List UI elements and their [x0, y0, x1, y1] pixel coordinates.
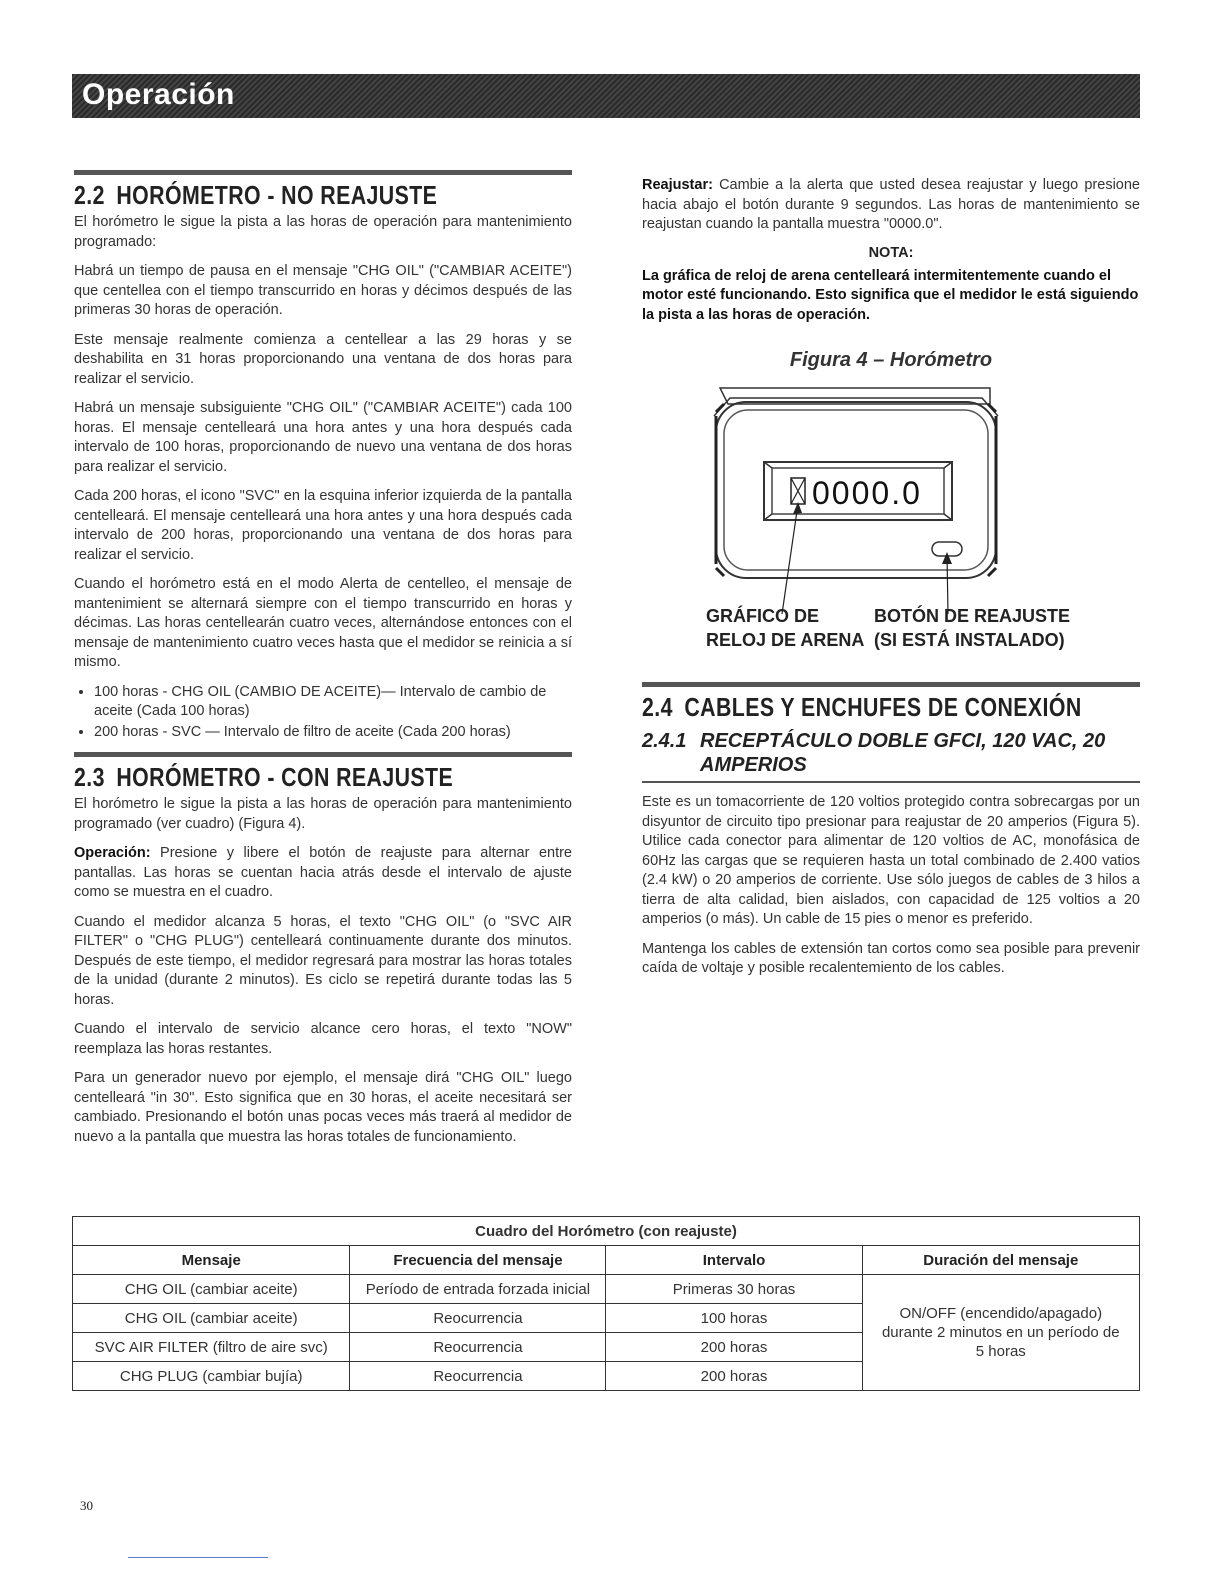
- table-cell: Reocurrencia: [350, 1333, 606, 1362]
- table-header-cell: Mensaje: [73, 1246, 350, 1275]
- right-column: [642, 176, 1140, 989]
- table-cell: Reocurrencia: [350, 1362, 606, 1391]
- table-cell: Reocurrencia: [350, 1304, 606, 1333]
- reset-text: Cambie a la alerta que usted desea reajustar y luego presione hacia abajo el botón durante 9 segundos. Las horas de mantenimiento se reajustan cuando la pantalla muestra "0000.0".: [642, 177, 1140, 232]
- paragraph: Cada 200 horas, el icono "SVC" en la esquina inferior izquierda de la pantalla centelleará. El mensaje centelleará una hora antes y una hora después cada intervalo de 200 horas, proporcionando una ventana de dos horas para realizar el servicio.: [74, 488, 572, 563]
- section-divider: [74, 752, 572, 757]
- section-heading-2-3: [74, 761, 482, 793]
- list-item: • 100 horas - CHG OIL (CAMBIO DE ACEITE)— Intervalo de cambio de aceite (Cada 100 horas): [94, 683, 572, 722]
- paragraph: Habrá un tiempo de pausa en el mensaje "CHG OIL" ("CAMBIAR ACEITE") que centellea con el tiempo transcurrido en horas y décimos después de las primeras 30 horas de operación.: [74, 263, 572, 318]
- paragraph: El horómetro le sigue la pista a las horas de operación para mantenimiento programado:: [74, 214, 572, 250]
- section-banner: [72, 74, 1140, 118]
- table-caption: Cuadro del Horómetro (con reajuste): [73, 1217, 1140, 1246]
- table-header-cell: Intervalo: [606, 1246, 862, 1275]
- subsection-title: RECEPTÁCULO DOBLE GFCI, 120 VAC, 20: [700, 730, 1106, 752]
- hourglass-label-line: RELOJ DE ARENA: [706, 630, 865, 650]
- table-cell: CHG OIL (cambiar aceite): [73, 1275, 350, 1304]
- hour-meter-figure: [642, 386, 1140, 650]
- figure-title: Figura 4 – Horómetro: [789, 349, 993, 371]
- hourglass-label: [706, 604, 864, 652]
- paragraph: Habrá un mensaje subsiguiente "CHG OIL" ("CAMBIAR ACEITE") cada 100 horas. El mensaje centelleará una hora antes y una hora después cada intervalo de 100 horas, proporcionando de nuevo una ventana de dos horas para realizar el servicio.: [74, 400, 572, 475]
- table-cell: CHG PLUG (cambiar bujía): [73, 1362, 350, 1391]
- subsection-heading-2-4-1: [642, 729, 1140, 783]
- page-number: 30: [80, 1498, 93, 1513]
- paragraph: Para un generador nuevo por ejemplo, el mensaje dirá "CHG OIL" luego centelleará "in 30". Esto significa que en 30 horas, el aceite necesitará ser cambiado. Presionando el botón unas pocas veces más traerá al medidor de nuevo a la pantalla que muestra las horas totales de funcionamiento.: [74, 1070, 572, 1145]
- subsection-title-line2: AMPERIOS: [700, 754, 807, 776]
- note-title: NOTA:: [868, 244, 914, 261]
- hour-meter-readout: 0000.0: [812, 475, 922, 511]
- operation-label: Operación:: [74, 845, 151, 861]
- paragraph-operation: [74, 844, 572, 903]
- paragraph: Cuando el medidor alcanza 5 horas, el texto "CHG OIL" (o "SVC AIR FILTER" o "CHG PLUG") centelleará continuamente durante dos minutos. Después de este tiempo, el medidor regresará para mostrar las horas totales de la unidad (durante 2 minutos). Es ciclo se repetirá durante todas las 5 horas.: [74, 913, 572, 1008]
- table-row: [73, 1275, 1140, 1304]
- table-header-cell: Duración del mensaje: [862, 1246, 1139, 1275]
- table-cell: 100 horas: [606, 1304, 862, 1333]
- table-cell: CHG OIL (cambiar aceite): [73, 1304, 350, 1333]
- section-divider: [74, 170, 572, 175]
- duration-cell: [862, 1275, 1139, 1391]
- table-cell: 200 horas: [606, 1362, 862, 1391]
- section-title: HORÓMETRO - CON REAJUSTE: [116, 762, 454, 792]
- section-number: 2.4: [642, 692, 673, 722]
- left-column: [74, 170, 572, 1157]
- duration-line: durante 2 minutos en un período de: [881, 1324, 1120, 1341]
- table-header-cell: Frecuencia del mensaje: [350, 1246, 606, 1275]
- duration-line: 5 horas: [975, 1343, 1026, 1360]
- bullet-list: [74, 683, 572, 743]
- subsection-number: 2.4.1: [642, 730, 687, 752]
- note-text: La gráfica de reloj de arena centelleará intermitentemente cuando el motor esté funcionando. Esto significa que el medidor le está siguiendo la pista a las horas de operación.: [642, 267, 1139, 323]
- paragraph: Este mensaje realmente comienza a centellear a las 29 horas y se deshabilita en 31 horas proporcionando una ventana de dos horas para realizar el servicio.: [74, 331, 572, 387]
- table-cell: Período de entrada forzada inicial: [350, 1275, 606, 1304]
- table-cell: SVC AIR FILTER (filtro de aire svc): [73, 1333, 350, 1362]
- section-heading-2-4: [642, 691, 1082, 723]
- section-number: 2.2: [74, 180, 105, 210]
- paragraph: Cuando el intervalo de servicio alcance cero horas, el texto "NOW" reemplaza las horas restantes.: [74, 1021, 572, 1057]
- table-cell: 200 horas: [606, 1333, 862, 1362]
- paragraph: Mantenga los cables de extensión tan cortos como sea posible para prevenir caída de voltaje y posible recalentemiento de los cables.: [642, 940, 1140, 976]
- reset-button-label-line: BOTÓN DE REAJUSTE: [874, 606, 1071, 626]
- section-number: 2.3: [74, 762, 105, 792]
- reset-button-label: [874, 604, 1070, 652]
- section-title: CABLES Y ENCHUFES DE CONEXIÓN: [684, 692, 1082, 722]
- operation-text: Presione y libere el botón de reajuste para alternar entre pantallas. Las horas se cuentan hacia atrás desde el intervalo de ajuste como se muestra en el cuadro.: [74, 845, 572, 900]
- paragraph: Cuando el horómetro está en el modo Alerta de centelleo, el mensaje de mantenimient se alternará siempre con el tiempo transcurrido en horas y décimas. Las horas centellearán cuatro veces, alternándose entonces con el mensaje de mantenimiento cuatro veces hasta que el medidor se reinicia a sí mismo.: [74, 576, 572, 670]
- hour-meter-table: [72, 1216, 1140, 1391]
- list-item: • 200 horas - SVC — Intervalo de filtro de aceite (Cada 200 horas): [94, 723, 572, 743]
- table-cell: Primeras 30 horas: [606, 1275, 862, 1304]
- section-divider: [642, 682, 1140, 687]
- hourglass-label-line: GRÁFICO DE: [706, 606, 820, 626]
- reset-button-label-line: (SI ESTÁ INSTALADO): [874, 630, 1065, 650]
- paragraph-reset: [642, 176, 1140, 235]
- paragraph: El horómetro le sigue la pista a las horas de operación para mantenimiento programado (ver cuadro) (Figura 4).: [74, 796, 572, 832]
- duration-line: ON/OFF (encendido/apagado): [899, 1305, 1103, 1322]
- banner-title: Operación: [82, 78, 235, 111]
- hour-meter-drawing: [642, 386, 1140, 636]
- reset-label: Reajustar:: [642, 177, 713, 193]
- footer-divider: [128, 1557, 268, 1558]
- paragraph: Este es un tomacorriente de 120 voltios protegido contra sobrecargas por un disyuntor de circuito tipo presionar para reajustar de 20 amperios (Figura 5). Utilice cada conector para alimentar de 120 voltios de AC, monofásica de 60Hz las cargas que se requieren hasta un total combinado de 2.400 vatios (2.4 kW) o 20 amperios de corriente. Use sólo juegos de cables de 3 hilos a tierra de alta calidad, bien aislados, con capacidad de 125 voltios a 20 amperios (o más). Un cable de 15 pies o menor es preferido.: [642, 794, 1140, 927]
- table-header-row: [73, 1246, 1140, 1275]
- section-heading-2-2: [74, 179, 482, 211]
- section-title: HORÓMETRO - NO REAJUSTE: [116, 180, 438, 210]
